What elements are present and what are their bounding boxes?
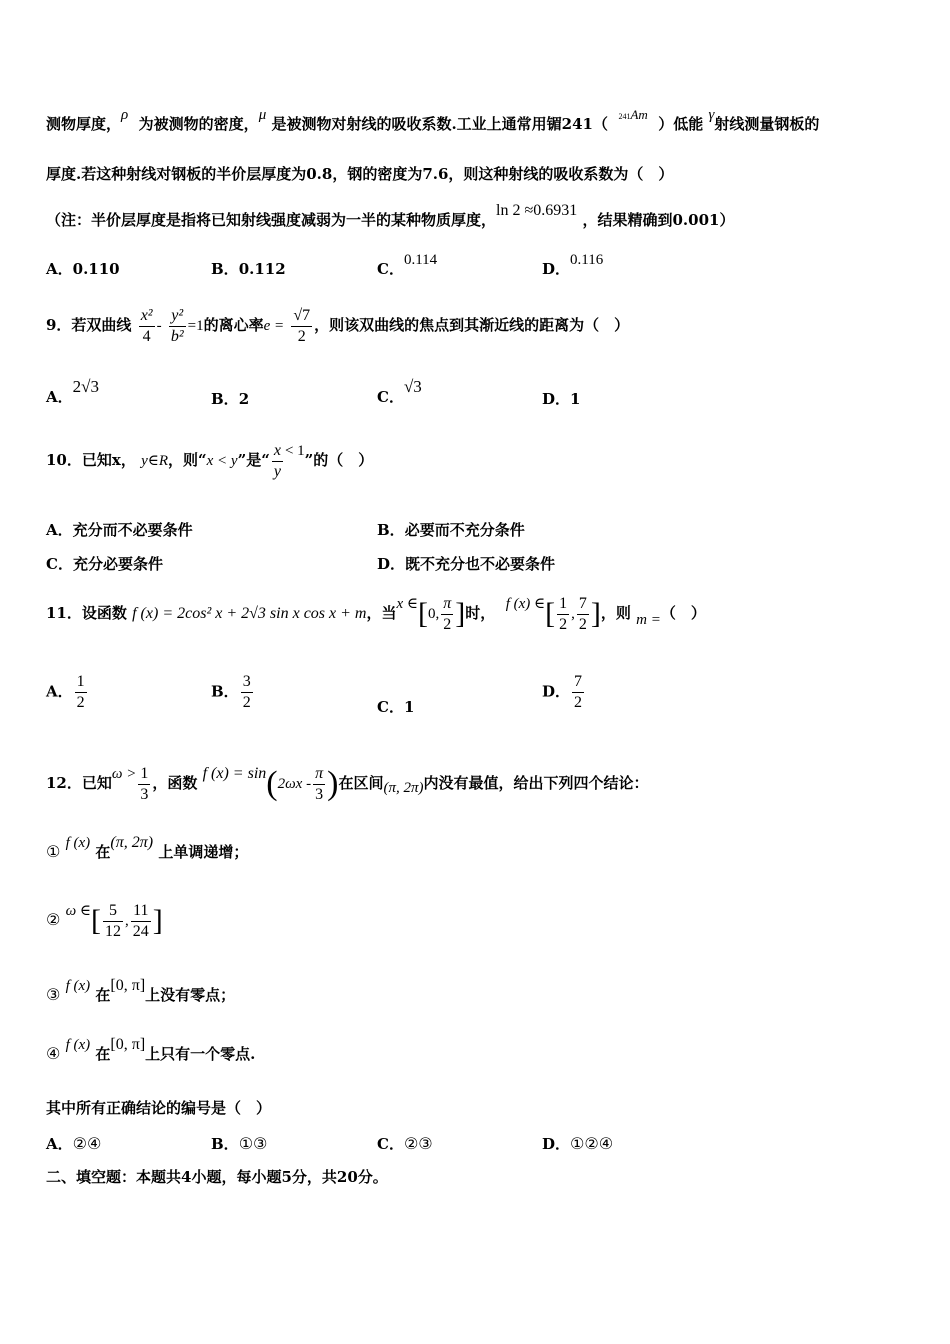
q9-option-b[interactable]: B．2	[211, 390, 250, 408]
q8-option-d[interactable]: D．0.116	[542, 252, 604, 278]
q11-option-c[interactable]: C．1	[377, 698, 415, 716]
q8-line2: 厚度.若这种射线对钢板的半价层厚度为0.8，钢的密度为7.6，则这种射线的吸收系数为（ ）	[46, 165, 674, 183]
q10-option-d[interactable]: D．既不充分也不必要条件	[377, 555, 556, 573]
q11-option-b[interactable]: B． $\frac{3}{2}$	[211, 673, 251, 711]
mu-symbol: μ	[258, 107, 267, 123]
q10-option-b[interactable]: B．必要而不充分条件	[377, 521, 525, 539]
section-2-heading: 二、填空题：本题共4小题，每小题5分，共20分。	[46, 1168, 388, 1186]
q11-stem: 11．设函数 f (x) = 2cos² x + 2√3 sin x cos x + m，当x ∈[0, $\frac{\pi}{2}$ ]时， f (x) ∈[ $\frac{1}{2}$ , $\frac{7}{2}$ ]，则 m =（ ）	[46, 594, 706, 633]
q12-statement-4: ④ f (x) 在[0, π]上只有一个零点.	[46, 1036, 256, 1063]
q8-option-a[interactable]: A．0.110	[46, 260, 120, 278]
q9-stem: 9．若双曲线 $\frac{\text{x²}}{4}$ - $\frac{\text{y²}}{\text{b²}}$ =1的离心率e = $\frac{√7}{2}$ ，则该双曲线的焦点到其渐近线的距离为（ ）	[46, 306, 630, 345]
q11-option-a[interactable]: A． $\frac{1}{2}$	[46, 673, 85, 711]
q12-stem: 12．已知ω > $\frac{1}{3}$ ，函数 f (x) = sin(2ωx - $\frac{\pi}{3}$ )在区间(π, 2π)内没有最值，给出下列四个结论：	[46, 764, 649, 803]
q9-option-d[interactable]: D．1	[542, 390, 581, 408]
q10-stem: 10．已知x， y∈R，则“x < y”是“ $\frac{x}{y}$ < 1”的（ ）	[46, 441, 374, 480]
q12-option-a[interactable]: A．②④	[46, 1134, 102, 1153]
q11-option-d[interactable]: D． $\frac{7}{2}$	[542, 673, 583, 711]
q12-option-b[interactable]: B．①③	[211, 1134, 268, 1153]
q12-statement-3: ③ f (x) 在[0, π]上没有零点；	[46, 977, 236, 1004]
q12-option-d[interactable]: D．①②④	[542, 1134, 614, 1153]
q8-option-c[interactable]: C．0.114	[377, 252, 438, 278]
q8-line1: 测物厚度，ρ 为被测物的密度，μ 是被测物对射线的吸收系数.工业上通常用镅241（ 241Am ）低能 γ射线测量钢板的	[46, 107, 820, 133]
q12-statement-1: ① f (x) 在(π, 2π) 上单调递增；	[46, 834, 249, 861]
q12-ask: 其中所有正确结论的编号是（ ）	[46, 1099, 272, 1117]
q9-option-c[interactable]: C．√3	[377, 377, 422, 406]
q8-option-b[interactable]: B．0.112	[211, 260, 286, 278]
q12-option-c[interactable]: C．②③	[377, 1134, 433, 1153]
q12-statement-2: ② ω ∈[ $\frac{5}{12}$ , $\frac{11}{24}$ ]	[46, 901, 163, 940]
q8-line3: （注：半价层厚度是指将已知射线强度减弱为一半的某种物质厚度，ln 2 ≈0.6931 ，结果精确到0.001）	[46, 202, 735, 229]
q10-option-c[interactable]: C．充分必要条件	[46, 555, 163, 573]
q9-option-a[interactable]: A．2√3	[46, 377, 99, 406]
rho-symbol: ρ	[121, 107, 129, 123]
q10-option-a[interactable]: A．充分而不必要条件	[46, 521, 193, 539]
gamma-symbol: γ	[708, 107, 715, 123]
